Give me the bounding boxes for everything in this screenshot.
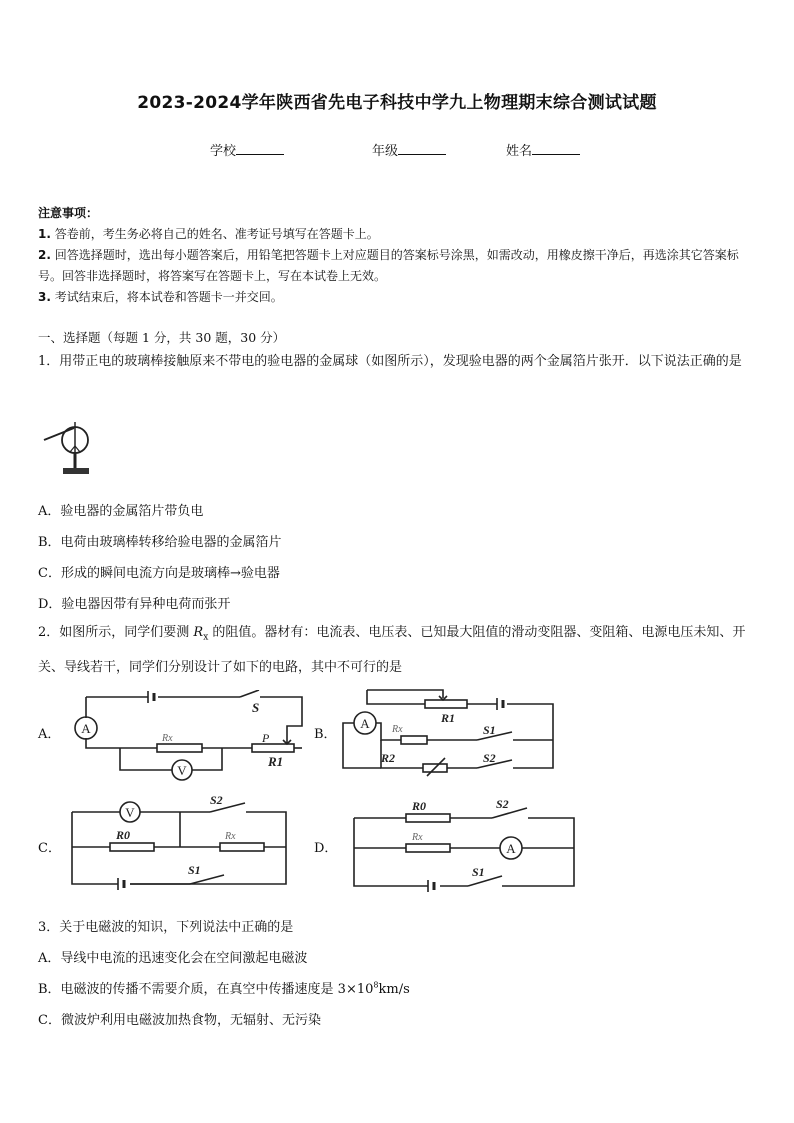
note-item: 3. 考试结束后，将本试卷和答题卡一并交回。 (38, 290, 283, 304)
notes-heading: 注意事项： (38, 206, 99, 220)
q1-option-b: B．电荷由玻璃棒转移给验电器的金属箔片 (38, 535, 282, 550)
ammeter-label-a: A (81, 721, 91, 736)
slider-label-a: P (262, 731, 270, 745)
r2-label-b: R2 (381, 751, 396, 765)
note-item: 2. 回答选择题时，选出每小题答案后，用铅笔把答题卡上对应题目的答案标号涂黑，如需改动，用橡皮擦干净后，再选涂其它答案标号。回答非选择题时，将答案写在答题卡上，写在本试卷上无效。 (38, 248, 739, 283)
rx-label-b: Rx (392, 724, 403, 735)
q2-label-a: A． (38, 727, 61, 742)
q1-option-c: C．形成的瞬间电流方向是玻璃棒→验电器 (38, 566, 280, 581)
s1-label-c: S1 (188, 863, 201, 877)
q3-option-b: B．电磁波的传播不需要介质，在真空中传播速度是 $3\times 10^8km/s$ (38, 980, 410, 997)
r0-label-c: R0 (116, 828, 131, 842)
q3-option-c: C．微波炉利用电磁波加热食物，无辐射、无污染 (38, 1013, 321, 1028)
circuit-c (70, 792, 292, 892)
ammeter-label-b: A (360, 716, 370, 731)
r1-label-b: R1 (441, 711, 456, 725)
name-field (506, 140, 580, 159)
voltmeter-label-c: V (125, 805, 135, 820)
circuit-a (62, 690, 312, 785)
rx-label-d: Rx (412, 832, 423, 843)
rx-label-c: Rx (225, 831, 236, 842)
grade-blank (398, 142, 446, 155)
question-3-stem: 3．关于电磁波的知识，下列说法中正确的是 (38, 920, 294, 935)
r0-label-d: R0 (412, 799, 427, 813)
circuit-d (352, 796, 582, 892)
section-heading: 一、选择题（每题 1 分，共 30 题，30 分） (38, 330, 286, 345)
voltmeter-label-a: V (177, 763, 187, 778)
grade-field (372, 140, 446, 159)
name-label: 姓名 (506, 144, 533, 159)
s2-label-c: S2 (210, 793, 223, 807)
q1-option-d: D．验电器因带有异种电荷而张开 (38, 597, 231, 612)
notes-block (38, 203, 760, 308)
rx-label-a: Rx (162, 733, 173, 744)
s2-label-b: S2 (483, 751, 496, 765)
circuit-b (337, 688, 559, 778)
grade-label: 年级 (372, 144, 399, 159)
question-1-stem: 1．用带正电的玻璃棒接触原来不带电的验电器的金属球（如图所示），发现验电器的两个金属箔片张开．以下说法正确的是 (38, 354, 742, 369)
q3-option-a: A．导线中电流的迅速变化会在空间激起电磁波 (38, 951, 308, 966)
electroscope-figure (40, 416, 96, 484)
school-label: 学校 (210, 144, 237, 159)
school-blank (236, 142, 284, 155)
q2-label-c: C． (38, 841, 61, 856)
s1-label-b: S1 (483, 723, 496, 737)
name-blank (532, 142, 580, 155)
q1-option-a: A．验电器的金属箔片带负电 (38, 504, 204, 519)
r1-label-a: R1 (268, 754, 284, 769)
switch-label-a: S (252, 700, 260, 715)
note-item: 1. 答卷前，考生务必将自己的姓名、准考证号填写在答题卡上。 (38, 227, 379, 241)
q2-label-b: B． (314, 727, 337, 742)
q2-label-d: D． (314, 841, 338, 856)
s2-label-d: S2 (496, 797, 509, 811)
page-title: 2023-2024学年陕西省先电子科技中学九上物理期末综合测试试题 (137, 93, 657, 113)
ammeter-label-d: A (506, 841, 516, 856)
question-2-stem: 2．如图所示，同学们要测 $R_x$ 的阻值。器材有：电流表、电压表、已知最大阻值的滑动变阻器、变阻箱、电源电压未知、开关、导线若干，同学们分别设计了如下的电路，其中不可行的是 (38, 625, 746, 675)
school-field (210, 140, 284, 159)
s1-label-d: S1 (472, 865, 485, 879)
